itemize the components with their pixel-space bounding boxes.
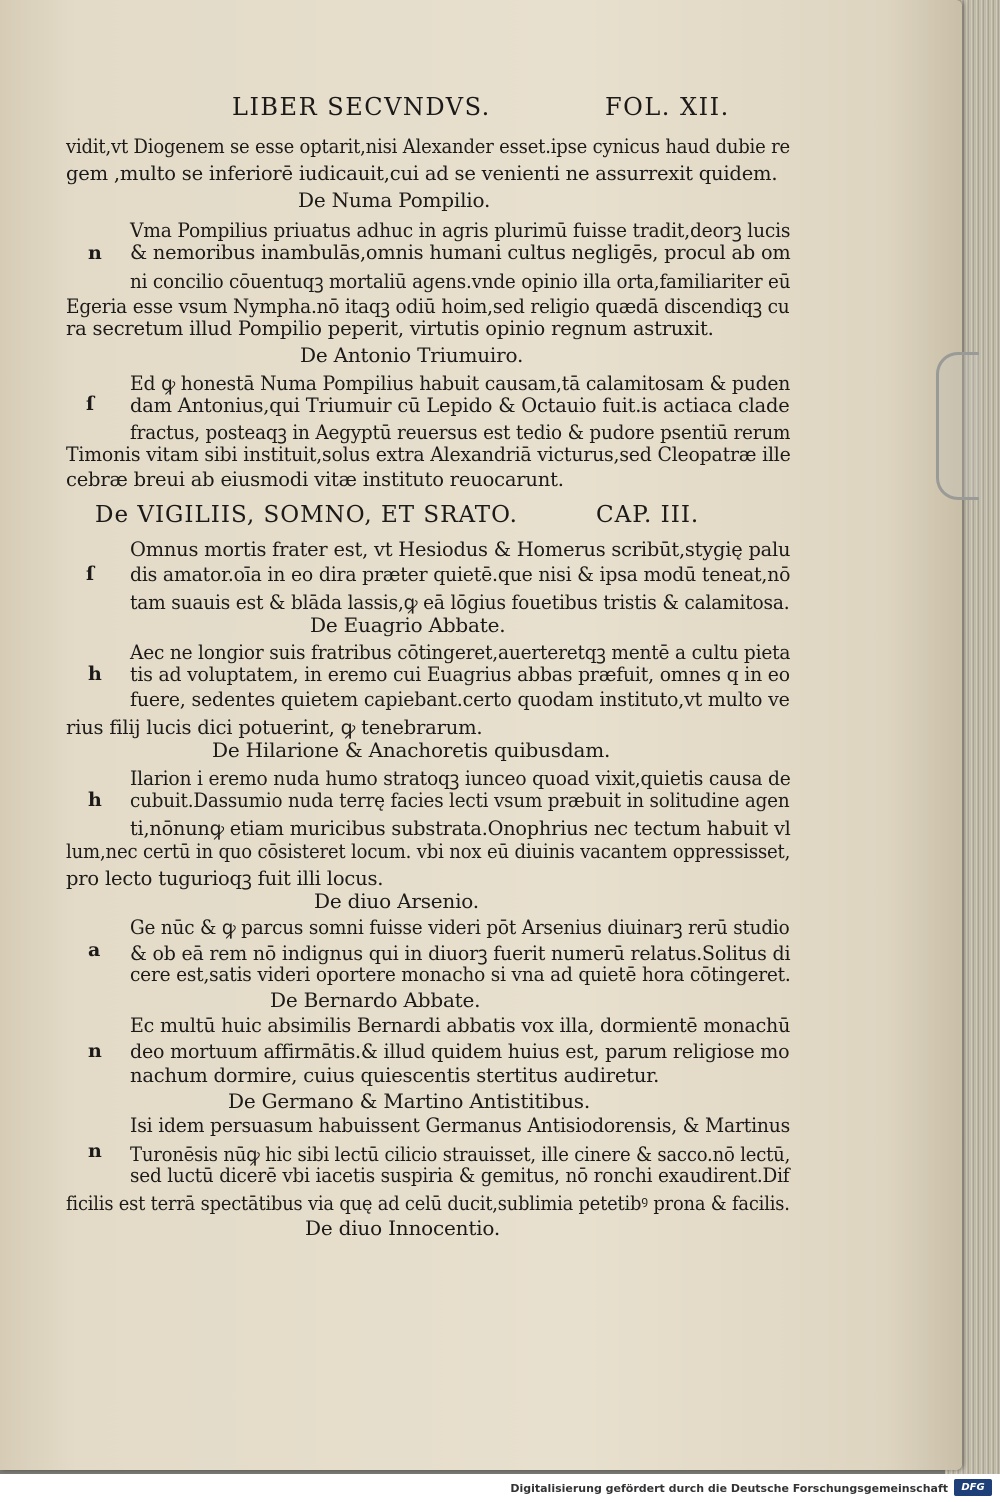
- text-line: cubuit.Dassumio nuda terrę facies lecti vsum præbuit in solitudine agen: [130, 789, 790, 812]
- text-line: ni concilio cōuentuqꝫ mortaliū agens.vnde opinio illa orta,familiariter eū: [130, 270, 791, 293]
- text-line: tam suauis est & blāda lassis,ꝙ eā lōgius fouetibus tristis & calamitosa.: [130, 591, 790, 614]
- section-heading: De Antonio Triumuiro.: [300, 343, 524, 367]
- text-line: & nemoribus inambulās,omnis humani cultus negligēs, procul ab om: [130, 241, 791, 264]
- text-line: Ge nūc & ꝙ parcus somni fuisse videri pōt Arsenius diuinarꝫ rerū studio: [130, 916, 790, 939]
- chapter-number: CAP. III.: [596, 502, 700, 528]
- text-line: deo mortuum affirmātis.& illud quidem huius est, parum religiose mo: [130, 1040, 790, 1063]
- text-line: Egeria esse vsum Nympha.nō itaqꝫ odiū hoim,sed religio quædā discendiqꝫ cu: [66, 295, 790, 318]
- text-line: rius filij lucis dici potuerint, ꝙ tenebrarum.: [66, 716, 483, 739]
- text-line: Ed ꝙ honestā Numa Pompilius habuit causam,tā calamitosam & puden: [130, 372, 791, 395]
- book-clamp: [936, 352, 979, 500]
- text-line: Timonis vitam sibi instituit,solus extra Alexandriā victurus,sed Cleopatræ ille: [66, 443, 791, 466]
- text-line: ficilis est terrā spectātibus via quę ad celū ducit,sublimia petetibꝰ prona & facilis.: [66, 1192, 790, 1215]
- marginal-letter: n: [88, 1140, 102, 1162]
- text-line: cebræ breui ab eiusmodi vitæ instituto reuocarunt.: [66, 468, 564, 491]
- chapter-title: De VIGILIIS, SOMNO, ET SRATO.: [95, 502, 518, 528]
- text-line: cere est,satis videri oportere monacho si vna ad quietē hora cōtingeret.: [130, 963, 791, 986]
- marginal-letter: n: [88, 242, 102, 264]
- text-line: tis ad voluptatem, in eremo cui Euagrius abbas præfuit, omnes q in eo: [130, 663, 790, 686]
- running-header-liber: LIBER SECVNDVS.: [232, 93, 491, 121]
- text-line: & ob eā rem nō indignus qui in diuorꝫ fuerit numerū relatus.Solitus di: [130, 942, 791, 965]
- marginal-letter: ſ: [86, 563, 95, 585]
- text-line: Aec ne longior suis fratribus cōtingeret,auerteretqꝫ mentē a cultu pieta: [130, 641, 791, 664]
- section-heading: De Hilarione & Anachoretis quibusdam.: [212, 738, 611, 762]
- text-line: nachum dormire, cuius quiescentis stertitus audiretur.: [130, 1064, 660, 1087]
- text-line: fractus, posteaqꝫ in Aegyptū reuersus est tedio & pudore psentiū rerum: [130, 421, 791, 444]
- section-heading: De diuo Arsenio.: [314, 889, 479, 913]
- text-line: Turonēsis nūꝙ hic sibi lectū cilicio strauisset, ille cinere & sacco.nō lectū,: [130, 1143, 791, 1166]
- section-heading: De Germano & Martino Antistitibus.: [228, 1089, 590, 1113]
- text-line: sed luctū dicerē vbi iacetis suspiria & gemitus, nō ronchi exaudirent.Dif: [130, 1164, 790, 1187]
- text-line: ti,nōnunꝙ etiam muricibus substrata.Onophrius nec tectum habuit vl: [130, 817, 791, 840]
- marginal-letter: h: [88, 663, 102, 685]
- text-line: dis amator.oīa in eo dira præter quietē.que nisi & ipsa modū teneat,nō: [130, 563, 791, 586]
- marginal-letter: n: [88, 1040, 102, 1062]
- section-heading: De diuo Innocentio.: [305, 1216, 501, 1240]
- text-line: vidit,vt Diogenem se esse optarit,nisi Alexander esset.ipse cynicus haud dubie re: [66, 135, 790, 158]
- funding-notice: Digitalisierung gefördert durch die Deutsche Forschungsgemeinschaft: [510, 1482, 948, 1495]
- text-line: lum,nec certū in quo cōsisteret locum. vbi nox eū diuinis vacantem oppressisset,: [66, 840, 791, 863]
- text-line: pro lecto tugurioqꝫ fuit illi locus.: [66, 867, 384, 890]
- folio-number: FOL. XII.: [605, 93, 730, 121]
- text-line: gem ,multo se inferiorē iudicauit,cui ad se venienti ne assurrexit quidem.: [66, 162, 778, 185]
- text-line: Ilarion i eremo nuda humo stratoqꝫ iunceo quoad vixit,quietis causa de: [130, 767, 791, 790]
- text-line: Omnus mortis frater est, vt Hesiodus & Homerus scribūt,stygię palu: [130, 538, 791, 561]
- dfg-logo: DFG: [954, 1479, 992, 1496]
- text-line: fuere, sedentes quietem capiebant.certo quodam instituto,vt multo ve: [130, 688, 790, 711]
- section-heading: De Bernardo Abbate.: [270, 988, 481, 1012]
- footer-bar: [0, 1474, 1000, 1502]
- marginal-letter: a: [88, 939, 101, 961]
- section-heading: De Euagrio Abbate.: [310, 613, 506, 637]
- text-line: Vma Pompilius priuatus adhuc in agris plurimū fuisse tradit,deorꝫ lucis: [130, 219, 791, 242]
- marginal-letter: ſ: [86, 393, 95, 415]
- marginal-letter: h: [88, 789, 102, 811]
- section-heading: De Numa Pompilio.: [298, 188, 491, 212]
- text-line: dam Antonius,qui Triumuir cū Lepido & Octauio fuit.is actiaca clade: [130, 394, 790, 417]
- text-line: Ec multū huic absimilis Bernardi abbatis vox illa, dormientē monachū: [130, 1014, 791, 1037]
- text-line: Isi idem persuasum habuissent Germanus Antisiodorensis, & Martinus: [130, 1114, 791, 1137]
- text-line: ra secretum illud Pompilio peperit, virtutis opinio regnum astruxit.: [66, 317, 714, 340]
